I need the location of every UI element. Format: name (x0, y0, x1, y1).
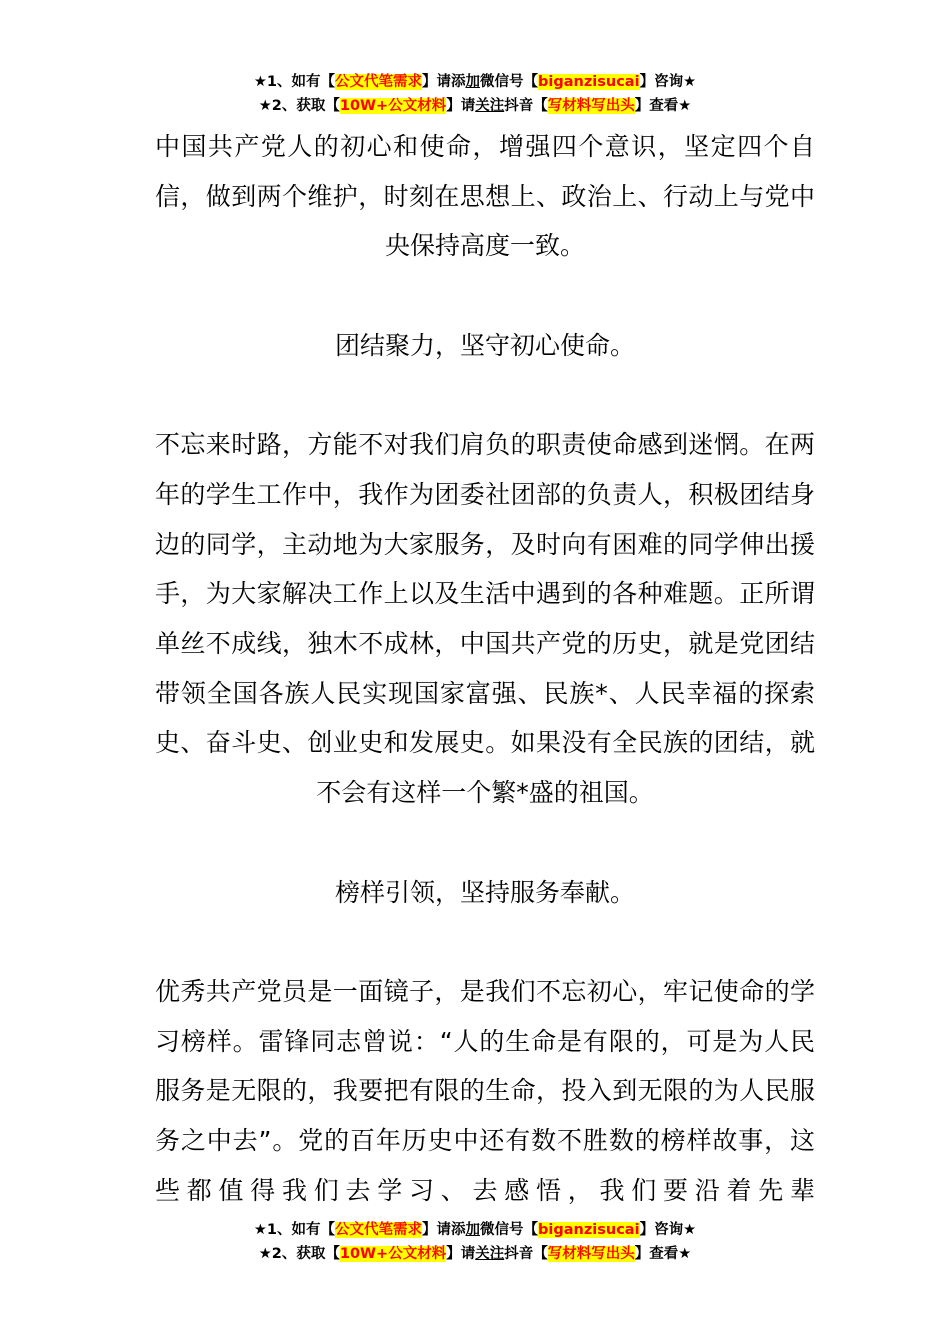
highlight-materials: 10W+公文材料 (339, 98, 447, 114)
highlight-douyin: 写材料写出头 (547, 98, 635, 114)
paragraph: 不忘来时路，方能不对我们肩负的职责使命感到迷惘。在两年的学生工作中，我作为团委社团部的负责人，积极团结身边的同学，主动地为大家服务，及时向有困难的同学伸出援手，为大家解决工作上以及生活中遇到的各种难题。正所谓单丝不成线，独木不成林，中国共产党的历史，就是党团结带领全国各族人民实现国家富强、民族*、人民幸福的探索史、奋斗史、创业史和发展史。如果没有全民族的团结，就不会有这样一个繁*盛的祖国。 (155, 430, 815, 808)
paragraph: 优秀共产党员是一面镜子，是我们不忘初心，牢记使命的学习榜样。雷锋同志曾说：“人的生命是有限的，可是为人民服务是无限的，我要把有限的生命，投入到无限的为人民服务之中去”。党的百年历史中还有数不胜数的榜样故事，这些都值得我们去学习、去感悟，我们要沿着先辈 (155, 976, 815, 1205)
promo-line-1: ★1、如有【公文代笔需求】请添加微信号【biganzisucai】咨询★ (253, 1222, 697, 1238)
promo-line-1: ★1、如有【公文代笔需求】请添加微信号【biganzisucai】咨询★ (253, 74, 697, 90)
promo-line-2: ★2、获取【10W+公文材料】请关注抖音【写材料写出头】查看★ (258, 1246, 692, 1262)
section-heading: 团结聚力，坚守初心使命。 (334, 330, 635, 360)
document-body (155, 122, 815, 1215)
promo-banner-bottom (0, 1218, 950, 1266)
highlight-wechat-id: biganzisucai (538, 74, 640, 90)
highlight-service: 公文代笔需求 (335, 74, 423, 90)
highlight-douyin: 写材料写出头 (547, 1246, 635, 1262)
paragraph: 中国共产党人的初心和使命，增强四个意识，坚定四个自信，做到两个维护，时刻在思想上、政治上、行动上与党中央保持高度一致。 (155, 132, 815, 261)
promo-line-2: ★2、获取【10W+公文材料】请关注抖音【写材料写出头】查看★ (258, 98, 692, 114)
promo-banner-top (0, 70, 950, 118)
highlight-service: 公文代笔需求 (335, 1222, 423, 1238)
highlight-materials: 10W+公文材料 (339, 1246, 447, 1262)
highlight-wechat-id: biganzisucai (538, 1222, 640, 1238)
section-heading: 榜样引领，坚持服务奉献。 (334, 877, 635, 907)
